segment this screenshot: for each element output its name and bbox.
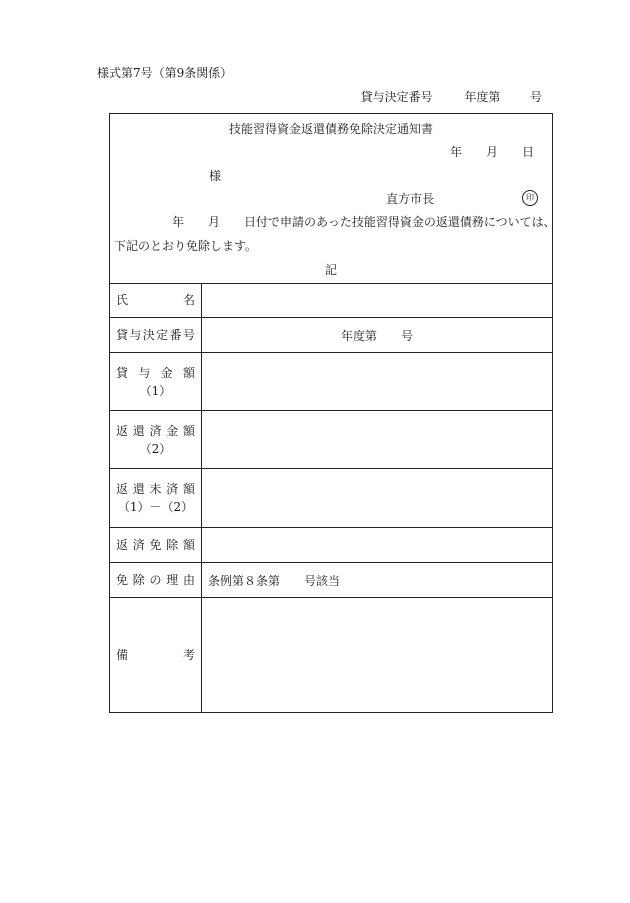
label-char: 理 bbox=[166, 573, 179, 587]
label-char: 貸 bbox=[116, 328, 129, 342]
label-char: 返 bbox=[116, 423, 129, 438]
loan-number-value: 年度第 号 bbox=[340, 328, 413, 343]
label-char: 免 bbox=[116, 573, 129, 587]
label-main bbox=[116, 364, 195, 382]
label-sub: （1）－（2） bbox=[117, 500, 194, 514]
exemption-amount-value bbox=[202, 528, 552, 562]
table-row-unpaid-amount bbox=[110, 469, 552, 528]
label-char: 済 bbox=[149, 423, 162, 438]
label-main bbox=[116, 291, 195, 309]
name-value bbox=[202, 283, 552, 317]
exemption-reason-value: 条例第８条第 号該当 bbox=[208, 573, 341, 588]
row-label bbox=[110, 353, 202, 410]
seal-icon: 印 bbox=[522, 190, 538, 206]
label-char: 号 bbox=[182, 328, 195, 342]
row-label bbox=[110, 563, 202, 597]
table-row-loan-amount bbox=[110, 353, 552, 411]
label-sub: （2） bbox=[139, 441, 172, 456]
label-char: 還 bbox=[132, 423, 145, 438]
table-row-loan-number bbox=[110, 318, 552, 353]
label-char: 額 bbox=[182, 482, 195, 496]
label-char: 金 bbox=[160, 365, 173, 380]
repaid-amount-value bbox=[202, 411, 552, 468]
label-char: 除 bbox=[132, 573, 145, 587]
label-char: 与 bbox=[129, 328, 142, 342]
label-main bbox=[116, 536, 195, 554]
notice-form-frame bbox=[109, 113, 556, 713]
label-sub: （1） bbox=[139, 383, 172, 398]
label-main bbox=[116, 326, 195, 344]
table-row-exemption-amount bbox=[110, 528, 552, 563]
notice-date: 年 月 日 bbox=[449, 145, 534, 159]
loan-number-year: 年度第 bbox=[464, 90, 501, 104]
label-char: 定 bbox=[156, 328, 169, 342]
label-char: 額 bbox=[182, 365, 195, 380]
label-char: 額 bbox=[182, 538, 195, 552]
loan-number-suffix: 号 bbox=[529, 90, 542, 104]
remarks-value bbox=[202, 598, 552, 712]
label-char: 番 bbox=[169, 328, 182, 342]
notice-body-line-1: 年 月 日付で申請のあった技能習得資金の返還債務については、 bbox=[172, 215, 556, 229]
row-label bbox=[110, 469, 202, 527]
label-char: 返 bbox=[116, 482, 129, 496]
notice-addressee: 様 bbox=[209, 169, 222, 183]
table-row-repaid-amount bbox=[110, 411, 552, 469]
row-label bbox=[110, 528, 202, 562]
label-char: 由 bbox=[182, 573, 195, 587]
table-row-exemption-reason bbox=[110, 563, 552, 598]
label-char: 除 bbox=[166, 538, 179, 552]
label-char: 氏 bbox=[116, 293, 129, 307]
loan-amount-value bbox=[202, 353, 552, 410]
label-char: 済 bbox=[132, 538, 145, 552]
label-main bbox=[116, 480, 195, 498]
table-row-remarks bbox=[110, 598, 552, 712]
label-char: 済 bbox=[166, 482, 179, 496]
label-char: 免 bbox=[149, 538, 162, 552]
label-main bbox=[116, 571, 195, 589]
label-char: 金 bbox=[166, 423, 179, 438]
notice-section bbox=[110, 114, 556, 284]
label-char: 額 bbox=[182, 423, 195, 438]
label-char: 考 bbox=[182, 648, 195, 662]
label-char: 決 bbox=[142, 328, 155, 342]
loan-number-label: 貸与決定番号 bbox=[360, 90, 433, 104]
row-label bbox=[110, 318, 202, 352]
label-char: 還 bbox=[132, 482, 145, 496]
label-char: 未 bbox=[149, 482, 162, 496]
notice-title: 技能習得資金返還債務免除決定通知書 bbox=[228, 122, 433, 136]
loan-decision-number-header bbox=[361, 91, 542, 103]
notice-mayor: 直方市長 bbox=[386, 192, 435, 206]
row-label bbox=[110, 598, 202, 712]
notice-record-label: 記 bbox=[324, 263, 337, 277]
row-label bbox=[110, 283, 202, 317]
row-label bbox=[110, 411, 202, 468]
notice-body-line-2: 下記のとおり免除します。 bbox=[114, 239, 258, 253]
label-char: 貸 bbox=[116, 365, 129, 380]
label-main bbox=[116, 422, 195, 440]
label-char: 備 bbox=[116, 648, 129, 662]
label-char: 与 bbox=[138, 365, 151, 380]
table-row-name bbox=[110, 283, 552, 318]
label-char: 名 bbox=[182, 293, 195, 307]
label-char: の bbox=[149, 573, 162, 587]
label-char: 返 bbox=[116, 538, 129, 552]
form-number-title: 様式第7号（第9条関係） bbox=[97, 66, 233, 80]
unpaid-amount-value bbox=[202, 469, 552, 527]
label-main bbox=[116, 646, 195, 664]
